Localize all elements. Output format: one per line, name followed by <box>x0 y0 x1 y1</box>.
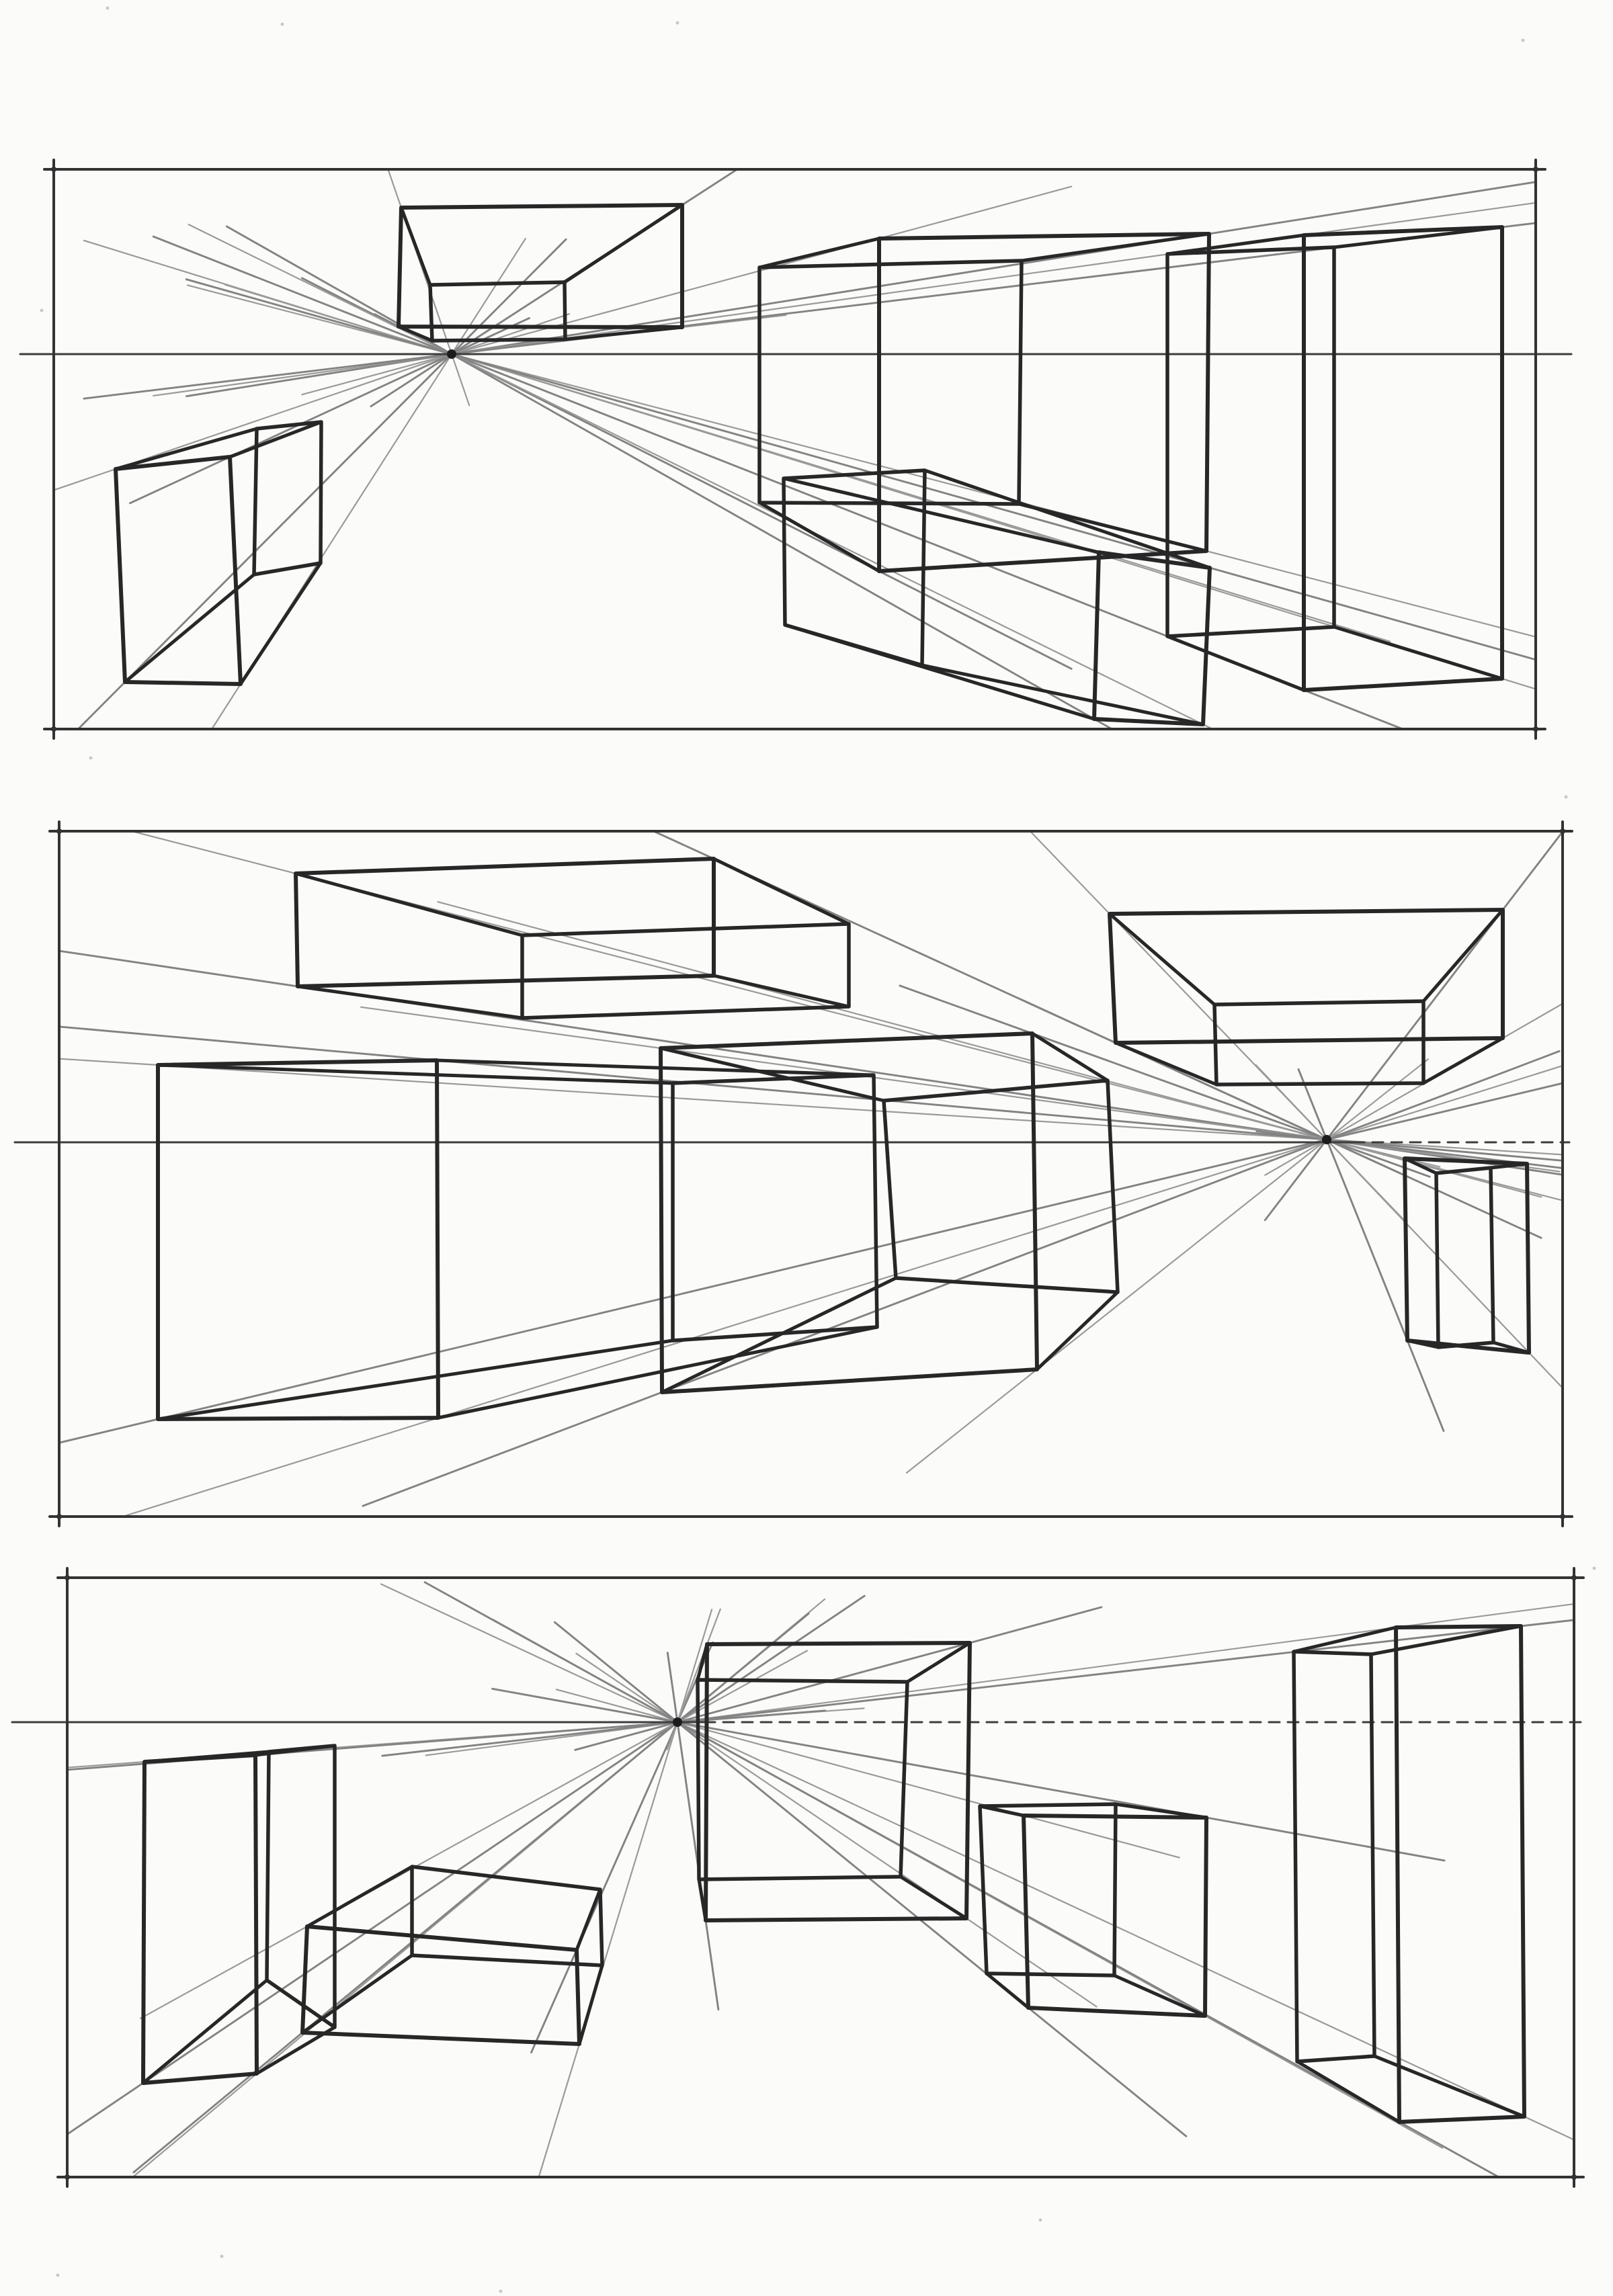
box-flat-slab-top-left <box>296 859 849 1018</box>
box-receding-edge <box>1032 1033 1108 1080</box>
box-receding-edge <box>1022 234 1209 261</box>
box-back-face <box>1294 1652 1374 2061</box>
box-hanging-box-top-center <box>399 205 682 341</box>
box-receding-edge <box>1019 504 1206 551</box>
box-back-face <box>267 1746 335 2027</box>
panel-3-bottom <box>12 1568 1586 2186</box>
box-receding-edge <box>1037 1292 1118 1369</box>
box-receding-edge <box>698 1644 707 1680</box>
box-front-face <box>302 1926 579 2044</box>
box-receding-edge <box>1405 1158 1436 1173</box>
vanishing-ray <box>132 831 1563 1201</box>
box-tall-box-left <box>116 422 321 684</box>
box-receding-edge <box>714 976 849 1007</box>
box-receding-edge <box>437 1060 874 1075</box>
vanishing-ray <box>67 1708 864 1767</box>
vanishing-ray <box>302 187 1071 395</box>
vanishing-ray <box>1021 999 1401 1173</box>
box-front-face <box>158 1060 438 1419</box>
paper-speck <box>106 7 110 10</box>
vanishing-ray <box>302 278 1071 669</box>
panel-3-bottom-construction-rays <box>67 1582 1574 2177</box>
box-big-cube-center <box>698 1643 970 1920</box>
paper-speck <box>676 22 679 25</box>
paper-speck <box>89 757 93 760</box>
vanishing-ray <box>189 224 1213 729</box>
vanishing-ray <box>67 1596 864 2134</box>
box-receding-edge <box>143 1980 267 2083</box>
box-back-face <box>412 1867 602 1965</box>
box-receding-edge <box>699 1879 706 1920</box>
frame-corner-dot <box>1571 1575 1577 1580</box>
box-front-face <box>706 1643 970 1920</box>
vanishing-ray <box>556 1689 1180 1857</box>
vanishing-ray <box>188 285 1536 636</box>
box-receding-edge <box>230 422 321 457</box>
vanishing-ray <box>667 1653 718 2010</box>
box-back-face <box>1167 247 1334 636</box>
box-receding-edge <box>1114 1975 1205 2016</box>
box-receding-edge <box>1294 1627 1396 1652</box>
box-receding-edge <box>255 1746 335 1755</box>
paper-speck <box>40 309 44 312</box>
frame-corner-dot <box>65 1575 70 1580</box>
vanishing-ray <box>493 1689 1445 1861</box>
frame-corner-dot <box>1533 726 1538 732</box>
box-receding-edge <box>298 986 522 1018</box>
vanishing-ray <box>575 1607 1102 1750</box>
box-receding-edge <box>714 859 849 924</box>
vanishing-ray <box>438 902 1542 1197</box>
vanishing-ray <box>493 1619 1442 2148</box>
vanishing-ray <box>226 226 1112 729</box>
paper-speck <box>56 2274 60 2277</box>
paper-speck <box>1565 796 1568 799</box>
box-receding-edge <box>1374 2056 1524 2117</box>
box-front-face <box>1405 1158 1529 1353</box>
vanishing-ray <box>1299 1133 1440 1166</box>
box-back-face <box>673 1075 877 1341</box>
vanishing-ray <box>225 285 1390 642</box>
vanishing-ray <box>140 1651 807 2018</box>
box-cube-center-right <box>980 1804 1206 2016</box>
box-receding-edge <box>565 205 682 282</box>
vanishing-ray <box>371 169 737 407</box>
panel-1-top <box>20 160 1571 738</box>
box-front-face <box>1304 227 1502 690</box>
frame-corner-dot <box>56 828 62 834</box>
box-front-face <box>143 1755 257 2083</box>
box-receding-edge <box>1167 636 1304 690</box>
box-receding-edge <box>241 563 321 684</box>
vanishing-ray <box>134 1613 809 2172</box>
box-tall-box-left <box>143 1746 335 2083</box>
box-front-face <box>1024 1816 1206 2016</box>
vanishing-ray <box>425 1582 1499 2177</box>
frame-corner-dot <box>51 726 56 732</box>
box-front-face <box>1396 1626 1524 2122</box>
frame-corner-dot <box>1560 1514 1565 1519</box>
vanishing-ray <box>78 239 566 729</box>
box-receding-edge <box>784 478 1099 552</box>
vanishing-ray <box>539 1609 712 2177</box>
vanishing-point-dot <box>447 349 456 359</box>
vanishing-ray <box>1298 1069 1444 1431</box>
vanishing-ray <box>381 1584 1574 2140</box>
vanishing-ray <box>59 1027 1563 1160</box>
vanishing-ray <box>577 1654 1097 2007</box>
paper-specks <box>40 7 1596 2293</box>
box-low-box-center-left <box>302 1867 602 2044</box>
box-receding-edge <box>925 470 1210 568</box>
box-receding-edge <box>257 2027 335 2074</box>
box-receding-edge <box>661 1048 884 1101</box>
box-receding-edge <box>302 1955 412 2033</box>
vanishing-ray <box>654 831 1542 1238</box>
vanishing-ray <box>371 315 786 364</box>
box-front-face <box>1110 910 1503 1043</box>
box-back-face <box>884 1080 1118 1292</box>
box-receding-edge <box>1491 1164 1527 1168</box>
box-small-box-right <box>1405 1158 1529 1353</box>
box-receding-edge <box>307 1867 412 1926</box>
vanishing-ray <box>59 1059 1563 1155</box>
vanishing-ray <box>1265 832 1563 1220</box>
vanishing-ray <box>374 314 470 364</box>
paper-speck <box>499 2290 503 2293</box>
vanishing-ray <box>1256 1065 1563 1388</box>
box-receding-edge <box>158 1341 673 1419</box>
box-receding-edge <box>158 1065 673 1083</box>
box-receding-edge <box>1167 235 1304 254</box>
frame-corner-dot <box>1560 828 1565 834</box>
box-tall-box-right <box>1167 227 1502 690</box>
box-receding-edge <box>922 665 1203 724</box>
vanishing-ray <box>84 241 1536 689</box>
frame-corner-dot <box>1533 167 1538 172</box>
box-receding-edge <box>1110 914 1214 1005</box>
box-receding-edge <box>1116 1804 1206 1818</box>
box-receding-edge <box>759 503 879 571</box>
paper-speck <box>1593 1567 1596 1570</box>
box-hanging-box-top-right <box>1110 910 1503 1085</box>
panel-1-top-frame <box>44 160 1545 738</box>
box-back-face <box>980 1804 1116 1975</box>
paper-speck <box>281 23 284 26</box>
vanishing-ray <box>67 1711 825 1770</box>
box-receding-edge <box>1423 1038 1503 1083</box>
vanishing-ray <box>187 182 1536 396</box>
box-back-face <box>698 1680 907 1879</box>
box-front-face <box>879 234 1209 571</box>
box-front-face <box>661 1033 1037 1392</box>
panel-1-top-construction-rays <box>54 169 1536 729</box>
box-receding-edge <box>785 625 1094 719</box>
box-back-face <box>784 470 925 665</box>
box-receding-edge <box>1334 227 1502 247</box>
box-receding-edge <box>907 1643 970 1682</box>
frame-corner-dot <box>56 1514 62 1519</box>
vanishing-ray <box>907 1059 1428 1473</box>
box-receding-edge <box>987 1973 1028 2008</box>
box-front-face <box>399 205 682 327</box>
box-receding-edge <box>116 429 257 469</box>
vanishing-point-dot <box>1322 1135 1331 1144</box>
vanishing-ray <box>1030 831 1403 1219</box>
paper-speck <box>1039 2219 1042 2222</box>
vanishing-ray <box>153 237 1403 729</box>
box-long-slab-bottom-center <box>784 470 1210 724</box>
box-receding-edge <box>980 1806 1024 1816</box>
box-big-box-center <box>661 1033 1118 1392</box>
vanishing-ray <box>382 1620 1574 1756</box>
vanishing-ray <box>54 314 569 490</box>
box-receding-edge <box>1423 910 1503 1001</box>
box-receding-edge <box>399 327 432 341</box>
frame-corner-dot <box>51 167 56 172</box>
box-receding-edge <box>144 1752 269 1762</box>
panel-3-bottom-frame <box>58 1568 1583 2186</box>
box-receding-edge <box>1297 2061 1399 2122</box>
box-receding-edge <box>1493 1343 1529 1353</box>
vanishing-ray <box>84 223 1536 398</box>
box-receding-edge <box>759 239 879 267</box>
box-receding-edge <box>125 575 254 682</box>
box-receding-edge <box>1334 627 1502 679</box>
box-big-box-left <box>158 1060 877 1419</box>
box-receding-edge <box>438 1327 877 1418</box>
box-receding-edge <box>577 1889 600 1950</box>
vanishing-ray <box>212 239 526 729</box>
vanishing-ray <box>1257 1131 1563 1168</box>
box-front-face <box>296 859 714 986</box>
vanishing-ray <box>361 1007 1560 1172</box>
vanishing-ray <box>186 280 1536 660</box>
panel-2-middle-construction-rays <box>59 831 1563 1517</box>
panel-2-middle-frame <box>50 822 1572 1526</box>
box-tall-box-right <box>1294 1626 1524 2122</box>
vanishing-ray <box>532 1642 713 2052</box>
vanishing-ray <box>133 1599 825 2177</box>
vanishing-ray <box>363 1051 1559 1506</box>
vanishing-ray <box>130 318 530 503</box>
vanishing-ray <box>59 1083 1563 1443</box>
box-front-face <box>116 457 241 684</box>
paper-speck <box>220 2255 224 2258</box>
box-back-face <box>759 261 1022 504</box>
box-back-face <box>430 282 565 341</box>
box-back-face <box>254 422 321 575</box>
vanishing-ray <box>153 203 1536 396</box>
box-front-face <box>1094 552 1210 724</box>
vanishing-ray <box>123 1066 1563 1517</box>
box-receding-edge <box>579 1965 602 2044</box>
vanishing-ray <box>59 951 1563 1175</box>
box-back-face <box>522 924 849 1018</box>
box-receding-edge <box>1116 1043 1216 1085</box>
frame-corner-dot <box>1571 2174 1577 2180</box>
vanishing-ray <box>554 1622 1186 2136</box>
vanishing-ray <box>667 1609 720 1750</box>
vanishing-ray <box>1265 1004 1563 1175</box>
box-receding-edge <box>401 208 430 285</box>
box-receding-edge <box>1407 1341 1438 1347</box>
frame-corner-dot <box>65 2174 70 2180</box>
box-receding-edge <box>901 1877 966 1918</box>
vanishing-ray <box>900 986 1430 1177</box>
panel-2-middle <box>15 822 1572 1526</box>
paper-speck <box>1522 39 1525 42</box>
vanishing-ray <box>426 1604 1574 1755</box>
box-receding-edge <box>565 327 682 339</box>
box-back-face <box>1214 1001 1423 1085</box>
box-receding-edge <box>296 874 522 935</box>
box-back-face <box>1436 1168 1493 1347</box>
vanishing-ray <box>388 169 469 405</box>
vanishing-point-dot <box>673 1717 682 1727</box>
box-wide-box-center <box>759 234 1209 571</box>
box-receding-edge <box>662 1278 896 1392</box>
box-receding-edge <box>1371 1626 1521 1654</box>
